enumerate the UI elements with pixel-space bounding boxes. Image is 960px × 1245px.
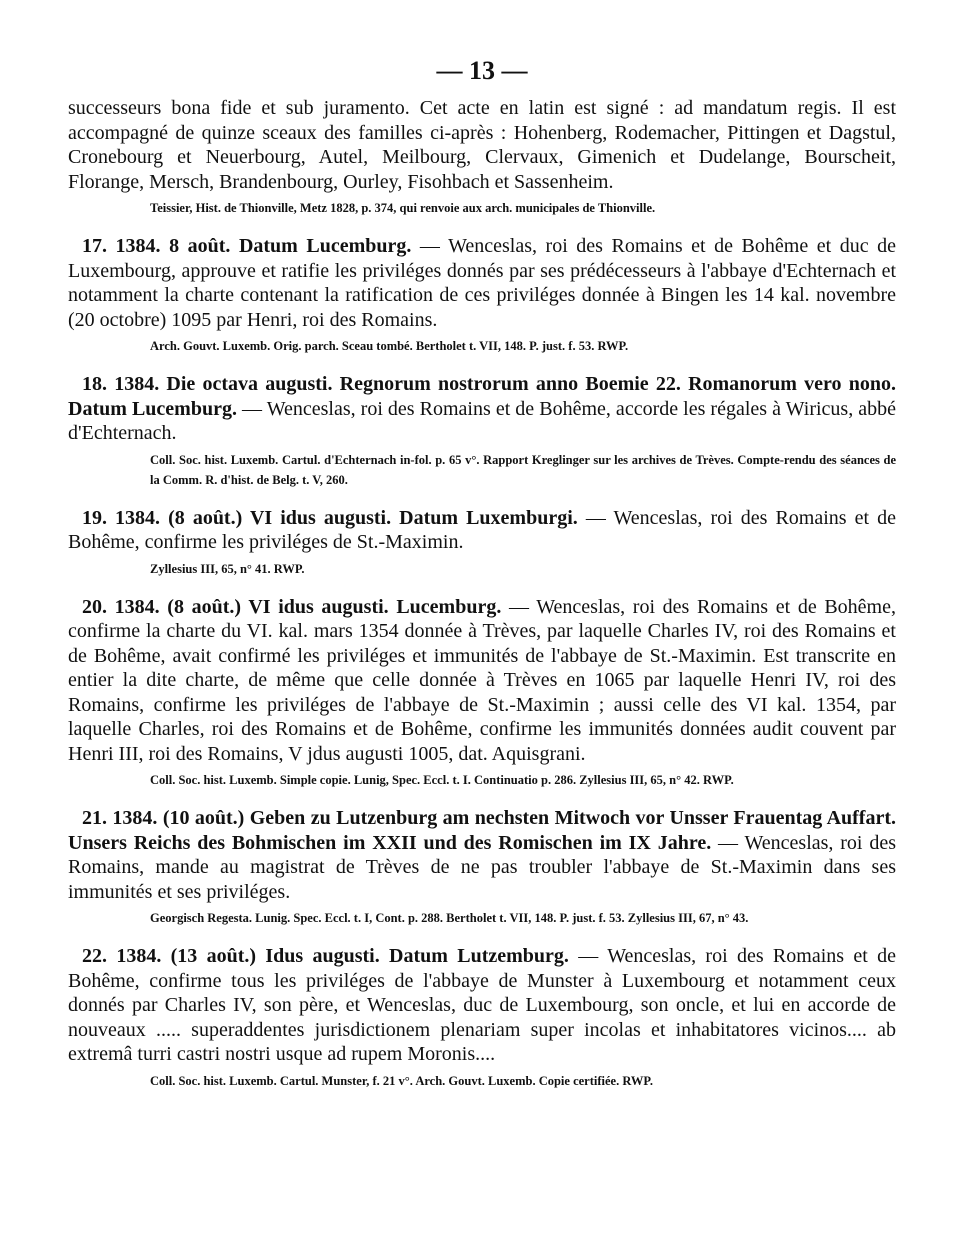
entry-17 <box>68 234 896 356</box>
entry-19 <box>68 506 896 579</box>
entry-text <box>68 806 896 904</box>
entry-lead: 21. 1384. (10 août.) Geben zu Lutzenburg am nechsten Mitwoch vor Unsser Frauentag Auffart. Unsers Reichs des Bohmischen im XXII und des Romischen im IX Jahre. <box>68 807 896 854</box>
entry-lead: 18. 1384. Die octava augusti. Regnorum nostrorum anno Boemie 22. Romanorum vero nono. Datum Lucemburg. <box>68 373 896 420</box>
entry-reference: Coll. Soc. hist. Luxemb. Cartul. d'Echternach in-fol. p. 65 v°. Rapport Kreglinger sur les archives de Trèves. Compte-rendu des séances de la Comm. R. d'hist. de Belg. t. V, 260. <box>150 452 896 487</box>
entry-text <box>68 372 896 446</box>
document-page <box>68 56 896 1091</box>
entry-body: — Wenceslas, roi des Romains et de Bohême, confirme tous les priviléges de l'abbaye de Munster à Luxembourg et notamment ceux donnés par Charles IV, son père, et Wenceslas, duc de Luxembourg, son oncle, et lui en accorde de nouveaux ..... superaddentes jurisdictionem plenariam super incolas et inhabitatores vicinos.... ab extremâ turri castri nostri usque ad rupem Moronis.... <box>68 945 896 1065</box>
entry-reference: Zyllesius III, 65, n° 41. RWP. <box>150 561 305 576</box>
entry-text <box>68 595 896 767</box>
entry-body: — Wenceslas, roi des Romains et de Bohême et duc de Luxembourg, approuve et ratifie les priviléges donnés par ses prédécesseurs à l'abbaye d'Echternach et notamment la charte contenant la ratification de ces priviléges donnée à Bingen les 14 kal. novembre (20 octobre) 1095 par Henri, roi des Romains. <box>68 235 896 331</box>
page-number: — 13 — <box>436 56 528 85</box>
entry-text <box>68 234 896 332</box>
entry-lead: 17. 1384. 8 août. Datum Lucemburg. <box>82 235 412 257</box>
entry-reference: Coll. Soc. hist. Luxemb. Cartul. Munster, f. 21 v°. Arch. Gouvt. Luxemb. Copie certifiée. RWP. <box>150 1073 654 1088</box>
entry-body: — Wenceslas, roi des Romains, mande au magistrat de Trèves de ne pas troubler l'abbaye de St.-Maximin dans ses immunités et ses priviléges. <box>68 831 896 903</box>
intro-reference: Teissier, Hist. de Thionville, Metz 1828, p. 374, qui renvoie aux arch. municipales de Thionville. <box>150 201 656 215</box>
entry-reference: Coll. Soc. hist. Luxemb. Simple copie. Lunig, Spec. Eccl. t. I. Continuatio p. 286. Zyllesius III, 65, n° 42. RWP. <box>150 773 734 787</box>
entry-22 <box>68 944 896 1091</box>
entry-body: — Wenceslas, roi des Romains et de Bohême, confirme la charte du VI. kal. mars 1354 donnée à Trèves, par laquelle Charles IV, roi des Romains et de Bohême, avait confirmé les priviléges et immunités de l'abbaye de St.-Maximin. Est transcrite en entier la dite charte, de même que celle donnée à Trèves en 1065 par laquelle Henri IV, roi des Romains, confirme les priviléges de l'abbaye de St.-Maximin ; aussi celle des VI kal. 1354, par laquelle Charles, roi des Romains et de Bohême, confirme les immunités données audit couvent par Henri III, roi des Romains, V jdus augusti 1005, dat. Aquisgrani. <box>68 595 896 765</box>
entry-lead: 20. 1384. (8 août.) VI idus augusti. Lucemburg. <box>82 595 502 618</box>
entry-body: — Wenceslas, roi des Romains et de Bohême, accorde les régales à Wiricus, abbé d'Echternach. <box>68 397 897 444</box>
entry-reference: Arch. Gouvt. Luxemb. Orig. parch. Sceau tombé. Bertholet t. VII, 148. P. just. f. 53. RWP. <box>150 339 629 353</box>
intro-text: successeurs bona fide et sub juramento. Cet acte en latin est signé : ad mandatum regis. Il est accompagné de quinze sceaux des familles ci-après : Hohenberg, Rodemacher, Pittingen et Dagstul, Cronebourg et Neuerbourg, Autel, Meilbourg, Clervaux, Gimenich et Dudelange, Bourscheit, Florange, Mersch, Brandenbourg, Ourley, Fisohbach et Sassenheim. <box>68 97 896 193</box>
entry-21 <box>68 806 896 928</box>
entry-lead: 19. 1384. (8 août.) VI idus augusti. Datum Luxemburgi. <box>82 506 578 529</box>
entry-body: — Wenceslas, roi des Romains et de Bohême, confirme les priviléges de St.-Maximin. <box>68 506 896 553</box>
entry-20 <box>68 595 896 791</box>
entry-18 <box>68 372 896 490</box>
entry-lead: 22. 1384. (13 août.) Idus augusti. Datum Lutzemburg. <box>82 945 569 967</box>
entry-text <box>68 944 896 1067</box>
entry-text <box>68 506 896 555</box>
intro-block <box>68 96 896 218</box>
entry-reference: Georgisch Regesta. Lunig. Spec. Eccl. t. I, Cont. p. 288. Bertholet t. VII, 148. P. just. f. 53. Zyllesius III, 67, n° 43. <box>150 911 749 925</box>
